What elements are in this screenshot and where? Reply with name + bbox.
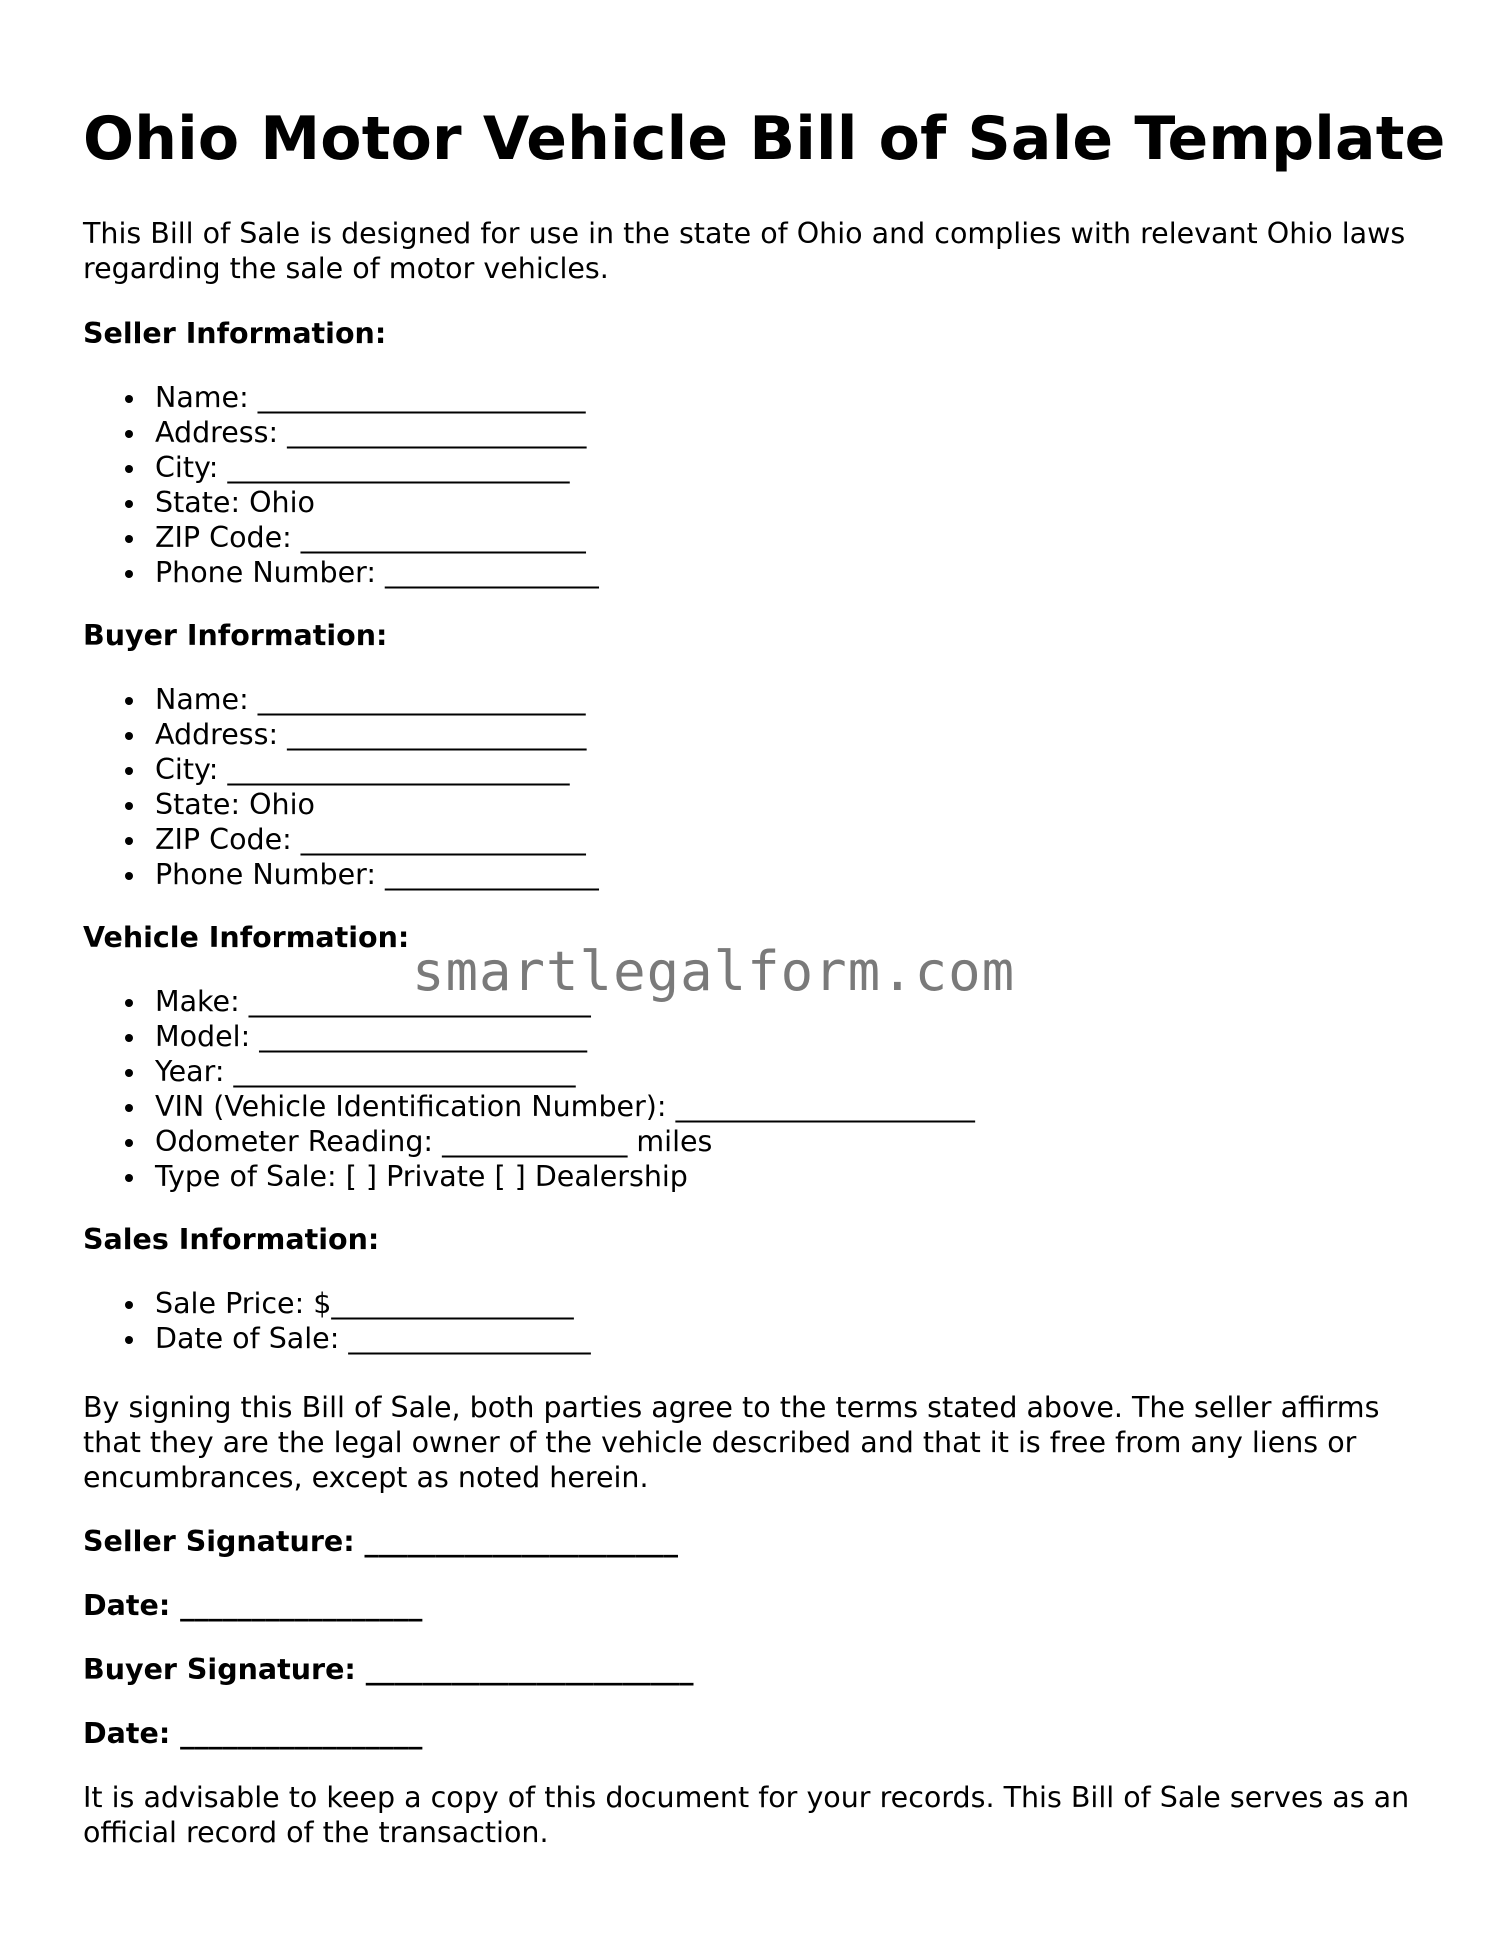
- vehicle-fields: [83, 984, 975, 1194]
- buyer-zip-field: ZIP Code: ____________________: [83, 822, 599, 857]
- seller-state-field: State: Ohio: [83, 485, 599, 520]
- seller-signature-line: Seller Signature: ______________________: [83, 1525, 679, 1558]
- seller-city-field: City: ________________________: [83, 450, 599, 485]
- vehicle-make-field: Make: ________________________: [83, 984, 975, 1019]
- buyer-date-line: Date: _________________: [83, 1717, 423, 1750]
- buyer-state-field: State: Ohio: [83, 787, 599, 822]
- buyer-heading: Buyer Information:: [83, 619, 388, 652]
- vehicle-year-field: Year: ________________________: [83, 1054, 975, 1089]
- seller-address-field: Address: _____________________: [83, 415, 599, 450]
- agreement-paragraph: By signing this Bill of Sale, both parties agree to the terms stated above. The seller affirms that they are the legal owner of the vehicle described and that it is free from any liens or encumbrances, except as noted herein.: [83, 1391, 1380, 1494]
- buyer-city-field: City: ________________________: [83, 752, 599, 787]
- intro-paragraph: This Bill of Sale is designed for use in the state of Ohio and complies with relevant Ohio laws regarding the sale of motor vehicles.: [83, 217, 1406, 285]
- seller-date-line: Date: _________________: [83, 1589, 423, 1622]
- seller-heading: Seller Information:: [83, 317, 387, 350]
- seller-zip-field: ZIP Code: ____________________: [83, 520, 599, 555]
- watermark-text: smartlegalform.com: [412, 940, 1016, 1003]
- sales-heading: Sales Information:: [83, 1223, 380, 1256]
- document-title: Ohio Motor Vehicle Bill of Sale Template: [83, 104, 1446, 174]
- seller-phone-field: Phone Number: _______________: [83, 555, 599, 590]
- vehicle-heading: Vehicle Information:: [83, 921, 410, 954]
- seller-name-field: Name: _______________________: [83, 380, 599, 415]
- buyer-signature-line: Buyer Signature: _______________________: [83, 1653, 694, 1686]
- closing-paragraph: It is advisable to keep a copy of this document for your records. This Bill of Sale serves as an official record of the transaction.: [83, 1781, 1410, 1849]
- vehicle-vin-field: VIN (Vehicle Identification Number): _____________________: [83, 1089, 975, 1124]
- buyer-fields: [83, 682, 599, 892]
- sale-price-field: Sale Price: $_________________: [83, 1286, 591, 1321]
- sales-fields: [83, 1286, 591, 1356]
- odometer-reading-field: Odometer Reading: _____________ miles: [83, 1124, 975, 1159]
- buyer-name-field: Name: _______________________: [83, 682, 599, 717]
- date-of-sale-field: Date of Sale: _________________: [83, 1321, 591, 1356]
- buyer-address-field: Address: _____________________: [83, 717, 599, 752]
- seller-fields: [83, 380, 599, 590]
- vehicle-model-field: Model: _______________________: [83, 1019, 975, 1054]
- type-of-sale-field: Type of Sale: [ ] Private [ ] Dealership: [83, 1159, 975, 1194]
- buyer-phone-field: Phone Number: _______________: [83, 857, 599, 892]
